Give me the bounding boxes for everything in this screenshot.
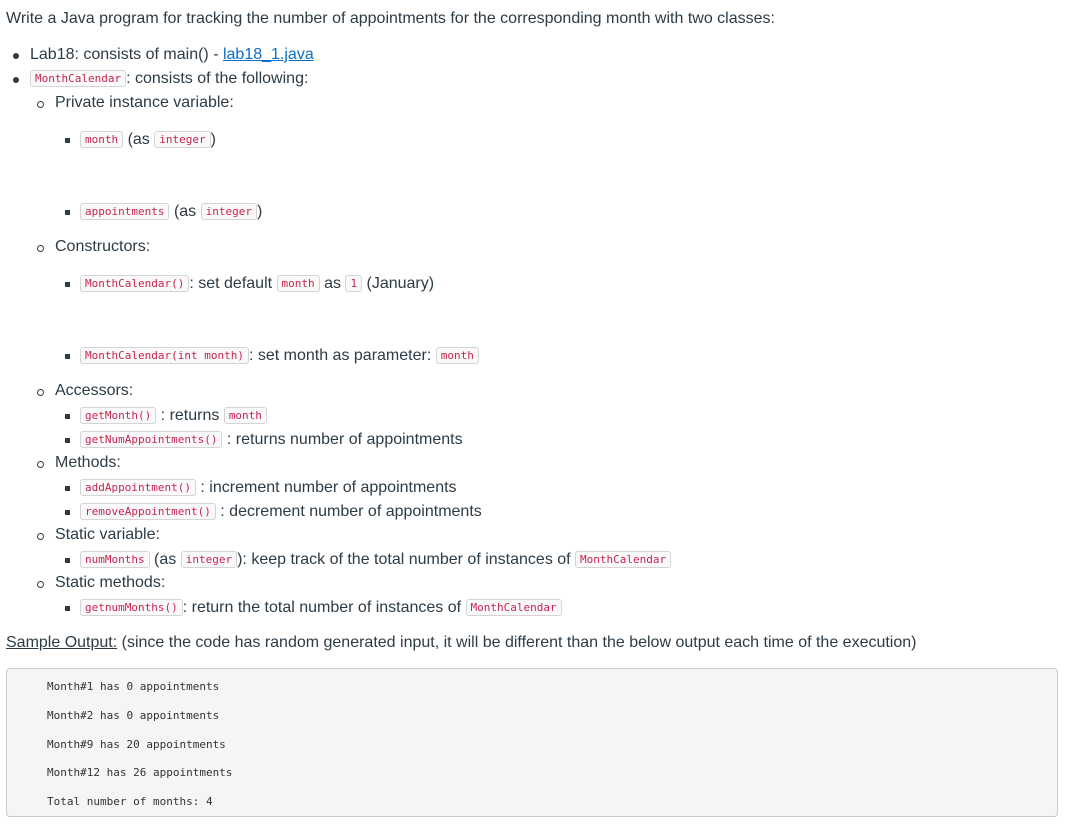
static-var-nummonths: numMonths (as integer ): keep track of the total number of instances of MonthCalendar xyxy=(80,550,671,570)
lab18-text: Lab18: consists of main() - xyxy=(30,46,223,63)
bullet-circle xyxy=(37,533,44,540)
constructors-heading: Constructors: xyxy=(55,238,151,255)
bullet-square xyxy=(65,486,70,491)
integer-code: integer xyxy=(154,131,210,148)
month-code: month xyxy=(80,131,123,148)
constructor-code: MonthCalendar() xyxy=(80,275,189,292)
bullet-square xyxy=(65,606,70,611)
bullet-square xyxy=(65,558,70,563)
constructor-param: MonthCalendar(int month) : set month as parameter: month xyxy=(80,346,479,366)
monthcalendar-item xyxy=(30,69,308,89)
sample-output-label-line xyxy=(6,633,916,653)
lab18-file-link[interactable]: lab18_1.java xyxy=(222,46,314,63)
sample-output-note: (since the code has random generated input, it will be different than the below output each time of the execution) xyxy=(117,634,917,651)
bullet-disc xyxy=(13,77,19,83)
private-vars-heading: Private instance variable: xyxy=(55,94,234,111)
sample-output-line: Month#1 has 0 appointments xyxy=(47,680,220,693)
accessor-getnumappointments: getNumAppointments() : returns number of appointments xyxy=(80,430,463,450)
method-add: addAppointment() : increment number of appointments xyxy=(80,478,457,498)
bullet-square xyxy=(65,354,70,359)
static-methods-heading: Static methods: xyxy=(55,574,166,591)
bullet-square xyxy=(65,510,70,515)
monthcalendar-text: : consists of the following: xyxy=(126,70,309,87)
bullet-square xyxy=(65,438,70,443)
static-method-getnummonths: getnumMonths() : return the total number of instances of MonthCalendar xyxy=(80,598,562,618)
bullet-square xyxy=(65,138,70,143)
bullet-square xyxy=(65,210,70,215)
sample-output-line: Month#12 has 26 appointments xyxy=(47,766,233,779)
bullet-circle xyxy=(37,245,44,252)
integer-code: integer xyxy=(201,203,257,220)
bullet-circle xyxy=(37,581,44,588)
bullet-disc xyxy=(13,53,19,59)
bullet-square xyxy=(65,414,70,419)
bullet-circle xyxy=(37,461,44,468)
private-var-appointments: appointments (as integer ) xyxy=(80,202,262,222)
sample-output-line: Month#2 has 0 appointments xyxy=(47,709,220,722)
static-var-heading: Static variable: xyxy=(55,526,160,543)
bullet-circle xyxy=(37,101,44,108)
methods-heading: Methods: xyxy=(55,454,121,471)
bullet-square xyxy=(65,282,70,287)
lab18-item xyxy=(30,45,314,65)
sample-output-line: Total number of months: 4 xyxy=(47,795,213,808)
private-var-month: month (as integer ) xyxy=(80,130,216,150)
bullet-circle xyxy=(37,389,44,396)
constructor-code: MonthCalendar(int month) xyxy=(80,347,249,364)
monthcalendar-code: MonthCalendar xyxy=(30,70,126,87)
intro-text: Write a Java program for tracking the number of appointments for the corresponding month with two classes: xyxy=(6,10,775,27)
appointments-code: appointments xyxy=(80,203,169,220)
method-remove: removeAppointment() : decrement number of appointments xyxy=(80,502,482,522)
sample-output-label: Sample Output: xyxy=(6,634,118,651)
constructor-default: MonthCalendar() : set default month as 1 (January) xyxy=(80,274,434,294)
sample-output-line: Month#9 has 20 appointments xyxy=(47,738,226,751)
accessor-getmonth: getMonth() : returns month xyxy=(80,406,267,426)
sample-output-box xyxy=(6,668,1058,817)
accessors-heading: Accessors: xyxy=(55,382,134,399)
